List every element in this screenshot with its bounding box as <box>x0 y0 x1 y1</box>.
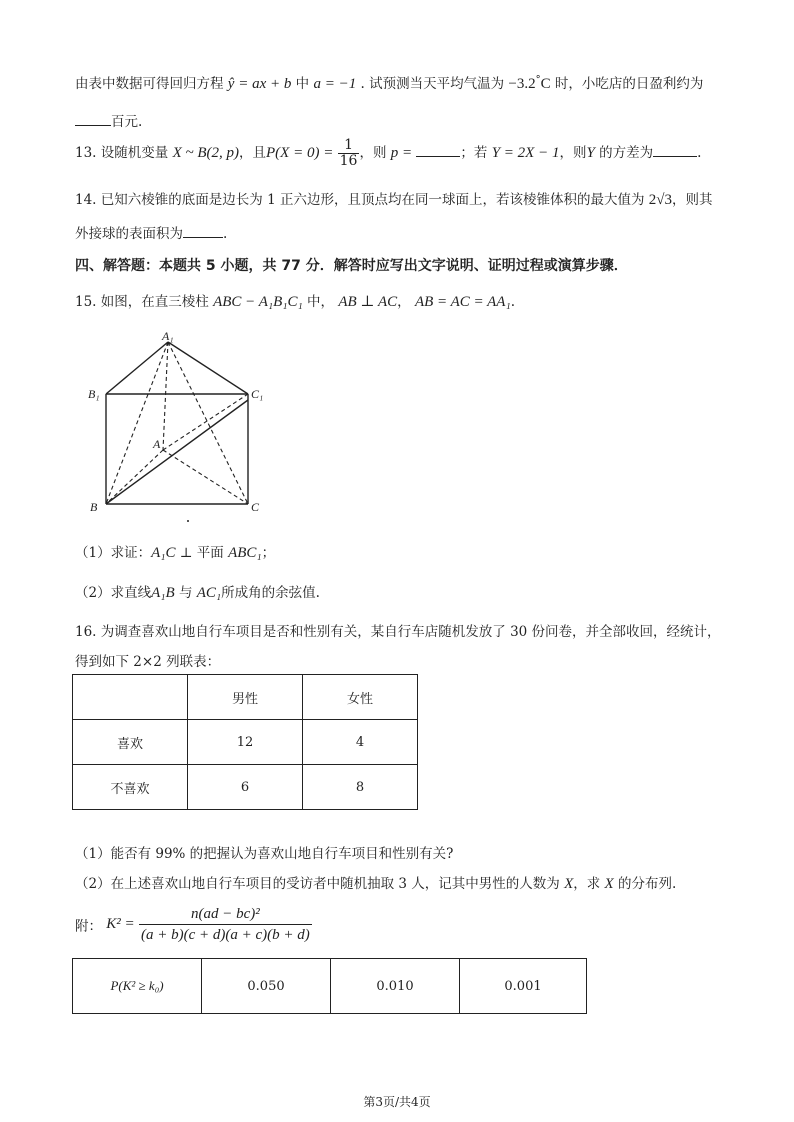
q15-prism: ABC − A₁B₁C₁ <box>213 294 303 310</box>
appendix-label: 附： <box>75 918 102 935</box>
q14-line1 <box>75 188 712 209</box>
reference-table <box>72 958 587 1014</box>
label-b: B <box>90 500 98 514</box>
q16-part2-text-b: ，求 <box>573 876 601 892</box>
q15-part2-text-a: （2）求直线 <box>75 585 152 601</box>
q13-frac-den: 16 <box>339 153 358 169</box>
q15-number: 15. <box>75 294 97 310</box>
q16-part2-var2: X <box>604 876 614 892</box>
q12-answer-blank[interactable] <box>75 113 111 126</box>
q15-equal-edges: AB = AC = AA₁ <box>414 294 511 310</box>
edge-b-c1 <box>106 400 248 504</box>
table-row <box>73 720 418 765</box>
ref-table-value: 0.050 <box>202 959 331 1014</box>
q13-y-def: Y = 2X − 1 <box>491 145 560 161</box>
prism-figure <box>85 328 275 528</box>
q16-number: 16. <box>75 624 97 640</box>
q12-temperature: −3.2 <box>508 76 536 92</box>
q13-blank-2[interactable] <box>653 144 697 157</box>
q13-y: Y <box>586 145 595 161</box>
ref-table-label: P(K² ≥ k₀) <box>73 959 202 1014</box>
q15-part1-text-b: ⊥ 平面 <box>175 545 229 561</box>
q14-answer-blank[interactable] <box>183 225 223 238</box>
q13-text-2: ，且 <box>239 145 267 161</box>
q14-text-1: 已知六棱锥的底面是边长为 1 正六边形，且顶点均在同一球面上，若该棱锥体积的最大值为 <box>100 192 645 208</box>
q13-text-3: ，则 <box>359 145 387 161</box>
q15-part2-text-b: 与 <box>178 585 193 601</box>
label-a1: A₁ <box>162 329 174 343</box>
q15-part2 <box>75 581 320 602</box>
q14-volume-max: 2√3 <box>648 192 672 208</box>
q12-line1 <box>75 72 703 93</box>
q15-part1-line: A₁C <box>151 545 176 561</box>
formula-lhs: K² = <box>106 916 135 932</box>
q13-distribution: X ~ B(2, p) <box>172 145 240 161</box>
q16-part2 <box>75 872 676 893</box>
q14-text-2: 外接球的表面积为 <box>75 226 183 242</box>
q13-line <box>75 138 701 169</box>
table-cell: 4 <box>303 720 418 765</box>
q16-part2-text-a: （2）在上述喜欢山地自行车项目的受访者中随机抽取 3 人，记其中男性的人数为 <box>75 876 560 892</box>
q15-part2-text-c: 所成角的余弦值. <box>221 585 320 601</box>
edge-a-b <box>106 450 163 504</box>
q15-text-2: 中， <box>307 294 335 310</box>
table-header-cell: 女性 <box>303 675 418 720</box>
q14-number: 14. <box>75 192 97 208</box>
section-4-heading: 四、解答题：本题共 5 小题，共 77 分．解答时应写出文字说明、证明过程或演算步骤． <box>75 258 628 274</box>
q16-text-1: 为调查喜欢山地自行车项目是否和性别有关，某自行车店随机发放了 30 份问卷，并全部收回，经统计， <box>100 624 721 640</box>
table-cell: 12 <box>188 720 303 765</box>
q13-probability: P(X = 0) = <box>266 145 334 161</box>
table-cell: 6 <box>188 765 303 810</box>
q16-part1: （1）能否有 99% 的把握认为喜欢山地自行车项目和性别有关? <box>75 846 454 862</box>
formula-numerator: n(ad − bc)² <box>139 904 312 925</box>
figure-dot <box>187 520 189 522</box>
label-c1: C₁ <box>251 387 264 401</box>
table-header-row <box>73 675 418 720</box>
q13-fraction <box>338 138 360 169</box>
table-cell: 8 <box>303 765 418 810</box>
label-a: A <box>153 437 161 451</box>
table-row <box>73 765 418 810</box>
q13-period: . <box>697 145 702 161</box>
q15-part2-line1: A₁B <box>151 585 175 601</box>
label-b1: B₁ <box>88 387 100 401</box>
q16-line2: 得到如下 2×2 列联表： <box>75 654 221 670</box>
q15-part2-line2: AC₁ <box>196 585 222 601</box>
page-footer: 第3页/共4页 <box>363 1095 431 1109</box>
formula-fraction <box>139 904 312 945</box>
q16-appendix <box>75 904 312 945</box>
q12-line2 <box>75 110 142 130</box>
contingency-table <box>72 674 418 810</box>
ref-table-value: 0.010 <box>331 959 460 1014</box>
q12-temp-unit: C <box>540 76 551 92</box>
q15-part1-text-c: ； <box>261 545 276 561</box>
edge-a1-c1 <box>168 342 248 394</box>
formula-denominator: (a + b)(c + d)(a + c)(b + d) <box>140 927 310 943</box>
q12-regression-eq: ŷ = ax + b <box>227 76 292 92</box>
table-header-cell <box>73 675 188 720</box>
table-header-cell: 男性 <box>188 675 303 720</box>
edge-a1-b1 <box>106 342 168 394</box>
q15-line <box>75 290 515 311</box>
label-c: C <box>251 500 260 514</box>
q15-part1 <box>75 541 275 562</box>
q12-text-a: 由表中数据可得回归方程 <box>75 76 224 92</box>
q12-text-b: 中 <box>295 76 310 92</box>
q15-text-1: 如图，在直三棱柱 <box>100 294 209 310</box>
q15-period: . <box>510 294 515 310</box>
q15-text-3: ， <box>397 294 411 310</box>
q13-text-6: 的方差为 <box>599 145 654 161</box>
q16-line1 <box>75 620 721 640</box>
q12-unit: 百元. <box>111 114 143 130</box>
q13-frac-num: 1 <box>338 138 360 154</box>
q12-text-d: 时，小吃店的日盈利约为 <box>554 76 704 92</box>
edge-a1-b <box>106 342 168 504</box>
q16-part2-var1: X <box>564 876 574 892</box>
q13-text-5: ，则 <box>559 145 587 161</box>
q13-text-4: ；若 <box>460 145 488 161</box>
q15-part1-plane: ABC₁ <box>228 545 262 561</box>
q12-text-c: . 试预测当天平均气温为 <box>360 76 505 92</box>
q13-text-1: 设随机变量 <box>100 145 169 161</box>
table-cell: 不喜欢 <box>73 765 188 810</box>
q13-blank-1[interactable] <box>416 144 460 157</box>
q15-perpendicular: AB ⊥ AC <box>338 294 398 310</box>
edge-a1-c <box>168 342 248 504</box>
q12-a-value: a = −1 <box>313 76 357 92</box>
ref-table-value: 0.001 <box>460 959 587 1014</box>
q14-line2 <box>75 222 227 242</box>
q15-part1-text-a: （1）求证： <box>75 545 152 561</box>
q14-period: . <box>223 226 228 242</box>
table-row <box>73 959 587 1014</box>
q16-part2-text-c: 的分布列. <box>618 876 677 892</box>
table-cell: 喜欢 <box>73 720 188 765</box>
q12-degree: ° <box>535 74 541 86</box>
q13-number: 13. <box>75 145 97 161</box>
q13-p-eq: p = <box>390 145 413 161</box>
edge-a1-a <box>163 342 168 450</box>
q14-text-end: ，则其 <box>671 192 713 208</box>
edge-a-c1 <box>163 394 248 450</box>
